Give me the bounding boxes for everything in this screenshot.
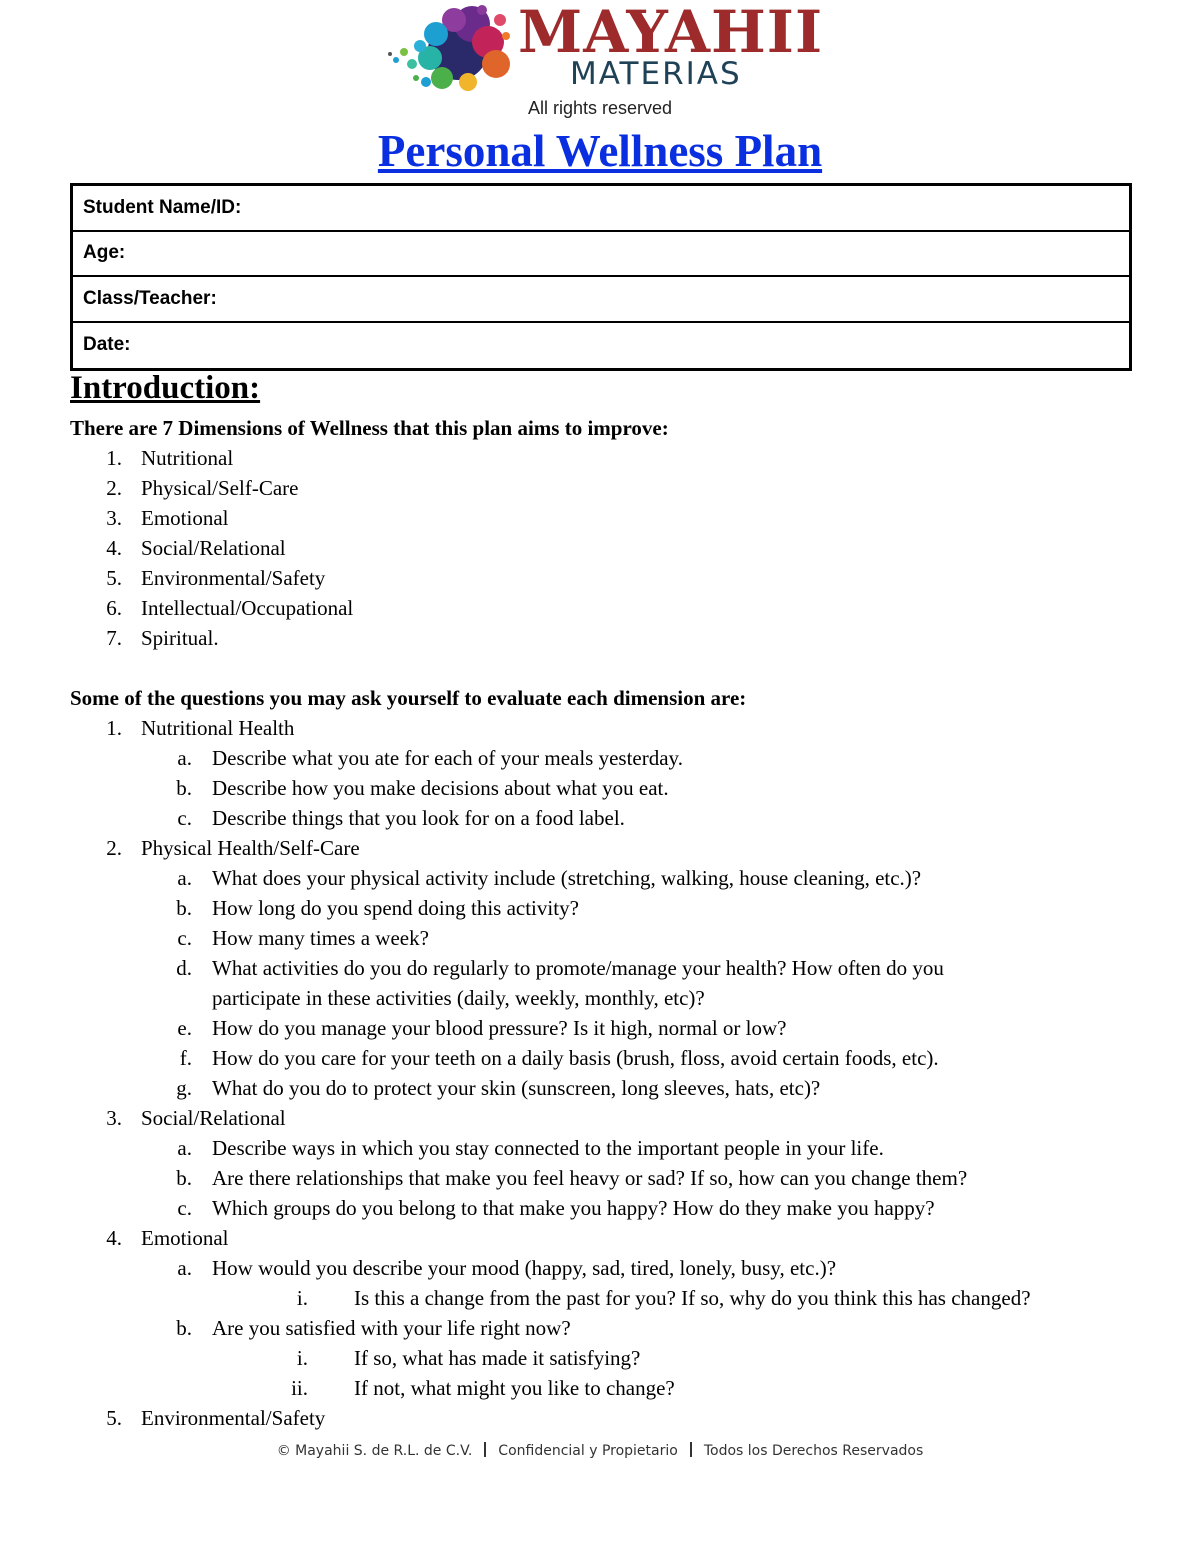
question-item: a. What does your physical activity include (stretching, walking, house cleaning, etc.)? bbox=[177, 866, 922, 890]
list-item: 2. Physical/Self-Care bbox=[106, 476, 299, 500]
brand-name: MAYAHII bbox=[518, 0, 824, 66]
question-item: c. Which groups do you belong to that make you happy? How do they make you happy? bbox=[177, 1196, 935, 1220]
question-item: b. Are there relationships that make you feel heavy or sad? If so, how can you change them? bbox=[176, 1166, 968, 1190]
class-teacher-field[interactable]: Class/Teacher: bbox=[73, 277, 1129, 323]
question-subitem: ii. If not, what might you like to change? bbox=[291, 1376, 675, 1400]
colorful-head-profile-icon bbox=[380, 2, 520, 98]
page-footer bbox=[0, 1442, 1200, 1459]
list-item: 7. Spiritual. bbox=[106, 626, 219, 650]
list-item: 4. Social/Relational bbox=[106, 536, 286, 560]
question-subitem: i. Is this a change from the past for you? If so, why do you think this has changed? bbox=[296, 1286, 1031, 1310]
footer-rights: Todos los Derechos Reservados bbox=[703, 1443, 924, 1459]
brand-logo bbox=[380, 0, 824, 102]
footer-copyright: © Mayahii S. de R.L. de C.V. bbox=[276, 1443, 473, 1459]
student-name-field[interactable]: Student Name/ID: bbox=[73, 186, 1129, 232]
introduction-heading: Introduction: bbox=[70, 370, 261, 406]
questions-section bbox=[70, 683, 1150, 1433]
question-item: a. How would you describe your mood (happy, sad, tired, lonely, busy, etc.)? bbox=[177, 1256, 837, 1280]
rights-notice: All rights reserved bbox=[527, 98, 673, 118]
footer-divider bbox=[484, 1442, 486, 1457]
question-item: d. What activities do you do regularly to promote/manage your health? How often do you bbox=[176, 956, 944, 980]
dimensions-lead: There are 7 Dimensions of Wellness that this plan aims to improve: bbox=[70, 416, 669, 440]
question-item: c. Describe things that you look for on a food label. bbox=[177, 806, 625, 830]
question-item: b. Are you satisfied with your life right now? bbox=[176, 1316, 571, 1340]
question-item: a. Describe ways in which you stay connected to the important people in your life. bbox=[177, 1136, 884, 1160]
question-item: b. How long do you spend doing this activity? bbox=[176, 896, 579, 920]
question-group-title: 3. Social/Relational bbox=[106, 1106, 286, 1130]
footer-confidential: Confidencial y Propietario bbox=[498, 1443, 678, 1459]
question-group-title: 4. Emotional bbox=[106, 1226, 229, 1250]
question-item: e. How do you manage your blood pressure? Is it high, normal or low? bbox=[177, 1016, 787, 1040]
question-item: c. How many times a week? bbox=[177, 926, 429, 950]
footer-divider bbox=[690, 1442, 692, 1457]
brand-subtitle: MATERIAS bbox=[570, 56, 742, 92]
question-group-title: 5. Environmental/Safety bbox=[106, 1406, 326, 1430]
question-group-title: 2. Physical Health/Self-Care bbox=[106, 836, 360, 860]
question-item: a. Describe what you ate for each of your meals yesterday. bbox=[177, 746, 683, 770]
page-title: Personal Wellness Plan bbox=[377, 126, 823, 176]
question-item: g. What do you do to protect your skin (sunscreen, long sleeves, hats, etc)? bbox=[176, 1076, 821, 1100]
list-item: 3. Emotional bbox=[106, 506, 229, 530]
student-info-table bbox=[70, 183, 1132, 371]
question-group-title: 1. Nutritional Health bbox=[106, 716, 295, 740]
questions-lead: Some of the questions you may ask yourself to evaluate each dimension are: bbox=[70, 686, 747, 710]
age-field[interactable]: Age: bbox=[73, 232, 1129, 278]
question-item: f. How do you care for your teeth on a daily basis (brush, floss, avoid certain foods, etc). bbox=[179, 1046, 939, 1070]
dimensions-section bbox=[70, 413, 1150, 653]
question-item-continued: participate in these activities (daily, weekly, monthly, etc)? bbox=[212, 986, 705, 1010]
list-item: 6. Intellectual/Occupational bbox=[106, 596, 354, 620]
list-item: 5. Environmental/Safety bbox=[106, 566, 326, 590]
list-item: 1. Nutritional bbox=[106, 446, 234, 470]
question-item: b. Describe how you make decisions about what you eat. bbox=[176, 776, 669, 800]
date-field[interactable]: Date: bbox=[83, 334, 131, 356]
question-subitem: i. If so, what has made it satisfying? bbox=[296, 1346, 641, 1370]
